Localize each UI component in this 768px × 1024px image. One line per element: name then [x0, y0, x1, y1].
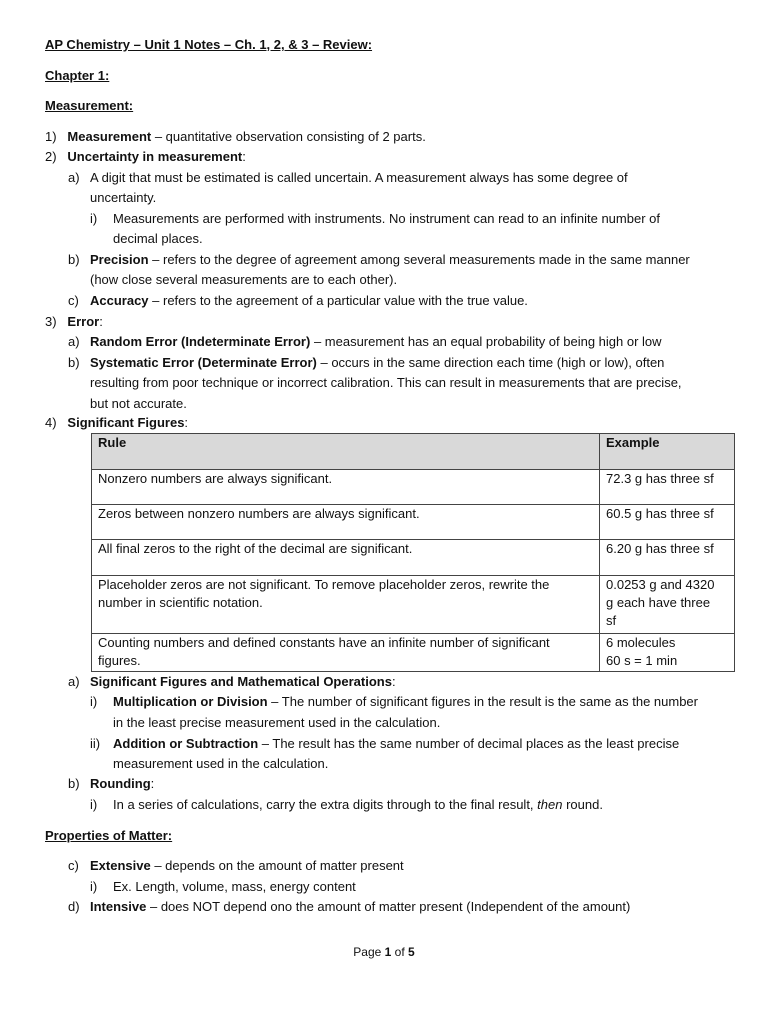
- list-item: a): [68, 170, 80, 185]
- section-heading-measurement: Measurement:: [45, 98, 134, 113]
- table-row: [92, 505, 735, 540]
- table-cell-line: sf: [606, 613, 617, 628]
- table-cell-line: 0.0253 g and 4320: [606, 577, 715, 592]
- section-heading-matter: Properties of Matter:: [45, 828, 173, 843]
- list-item: i): [90, 211, 98, 226]
- table-row: [92, 634, 735, 672]
- table-cell-line: 60 s = 1 min: [606, 653, 678, 668]
- table-cell-example: [600, 634, 735, 672]
- list-item: 1) Measurement – quantitative observation consisting of 2 parts.: [45, 129, 426, 144]
- table-cell-rule: [92, 634, 600, 672]
- list-item-text: Ex. Length, volume, mass, energy content: [113, 879, 356, 894]
- page-footer: Page 1 of 5: [353, 945, 415, 959]
- list-item-text: Precision – refers to the degree of agreement among several measurements made in the same manner: [90, 252, 690, 267]
- list-item-text: Accuracy – refers to the agreement of a particular value with the true value.: [90, 293, 528, 308]
- table-cell-line: figures.: [98, 653, 141, 668]
- list-item-text: resulting from poor technique or incorrect calibration. This can result in measurements that are precise,: [90, 375, 682, 390]
- list-item: a): [68, 674, 80, 689]
- list-item: 4) Significant Figures:: [45, 415, 189, 430]
- list-item: c): [68, 858, 79, 873]
- list-item-text: Random Error (Indeterminate Error) – measurement has an equal probability of being high or low: [90, 334, 662, 349]
- list-item-text: Rounding:: [90, 776, 155, 791]
- list-item-text: Intensive – does NOT depend ono the amount of matter present (Independent of the amount): [90, 899, 631, 914]
- list-item: 3) Error:: [45, 314, 103, 329]
- list-item-text: Measurements are performed with instruments. No instrument can read to an infinite number of: [113, 211, 660, 226]
- list-item: a): [68, 334, 80, 349]
- list-item: b): [68, 252, 80, 267]
- table-cell-example: [600, 576, 735, 634]
- sig-figs-table: [91, 433, 735, 672]
- table-cell-line: 6 molecules: [606, 635, 676, 650]
- table-cell-line: Counting numbers and defined constants have an infinite number of significant: [98, 635, 550, 650]
- table-cell-example: 6.20 g has three sf: [600, 540, 735, 576]
- table-cell-rule: Zeros between nonzero numbers are always significant.: [92, 505, 600, 540]
- list-item: b): [68, 776, 80, 791]
- chapter-heading: Chapter 1:: [45, 68, 110, 83]
- list-item-text: (how close several measurements are to each other).: [90, 272, 398, 287]
- list-item: ii): [90, 736, 101, 751]
- table-cell-line: Placeholder zeros are not significant. To remove placeholder zeros, rewrite the: [98, 577, 550, 592]
- table-cell-line: number in scientific notation.: [98, 595, 263, 610]
- list-item-text: in the least precise measurement used in the calculation.: [113, 715, 441, 730]
- list-item-text: uncertainty.: [90, 190, 157, 205]
- list-item-text: In a series of calculations, carry the extra digits through to the final result, then round.: [113, 797, 603, 812]
- table-cell-example: 60.5 g has three sf: [600, 505, 735, 540]
- table-cell-rule: All final zeros to the right of the decimal are significant.: [92, 540, 600, 576]
- table-row: [92, 540, 735, 576]
- list-item: d): [68, 899, 80, 914]
- list-item: c): [68, 293, 79, 308]
- table-row: [92, 576, 735, 634]
- list-item-text: Multiplication or Division – The number of significant figures in the result is the same as the number: [113, 694, 698, 709]
- list-item-text: Systematic Error (Determinate Error) – occurs in the same direction each time (high or low), often: [90, 355, 665, 370]
- list-item-text: Significant Figures and Mathematical Operations:: [90, 674, 396, 689]
- table-row: [92, 470, 735, 505]
- list-item: i): [90, 879, 98, 894]
- table-cell-line: g each have three: [606, 595, 711, 610]
- list-item-text: Extensive – depends on the amount of matter present: [90, 858, 404, 873]
- list-item-text: A digit that must be estimated is called uncertain. A measurement always has some degree of: [90, 170, 628, 185]
- list-item-text: decimal places.: [113, 231, 203, 246]
- table-cell-example: 72.3 g has three sf: [600, 470, 735, 505]
- table-cell-rule: Nonzero numbers are always significant.: [92, 470, 600, 505]
- table-header-row: [92, 434, 735, 470]
- list-item-text: Addition or Subtraction – The result has the same number of decimal places as the least precise: [113, 736, 680, 751]
- list-item-text: measurement used in the calculation.: [113, 756, 329, 771]
- list-item-text: but not accurate.: [90, 396, 187, 411]
- list-item: i): [90, 797, 98, 812]
- list-item: 2) Uncertainty in measurement:: [45, 149, 246, 164]
- table-cell-rule: [92, 576, 600, 634]
- table-header-example: Example: [600, 434, 735, 470]
- table-header-rule: Rule: [92, 434, 600, 470]
- list-item: b): [68, 355, 80, 370]
- list-item: i): [90, 694, 98, 709]
- page-title: AP Chemistry – Unit 1 Notes – Ch. 1, 2, & 3 – Review:: [45, 37, 373, 52]
